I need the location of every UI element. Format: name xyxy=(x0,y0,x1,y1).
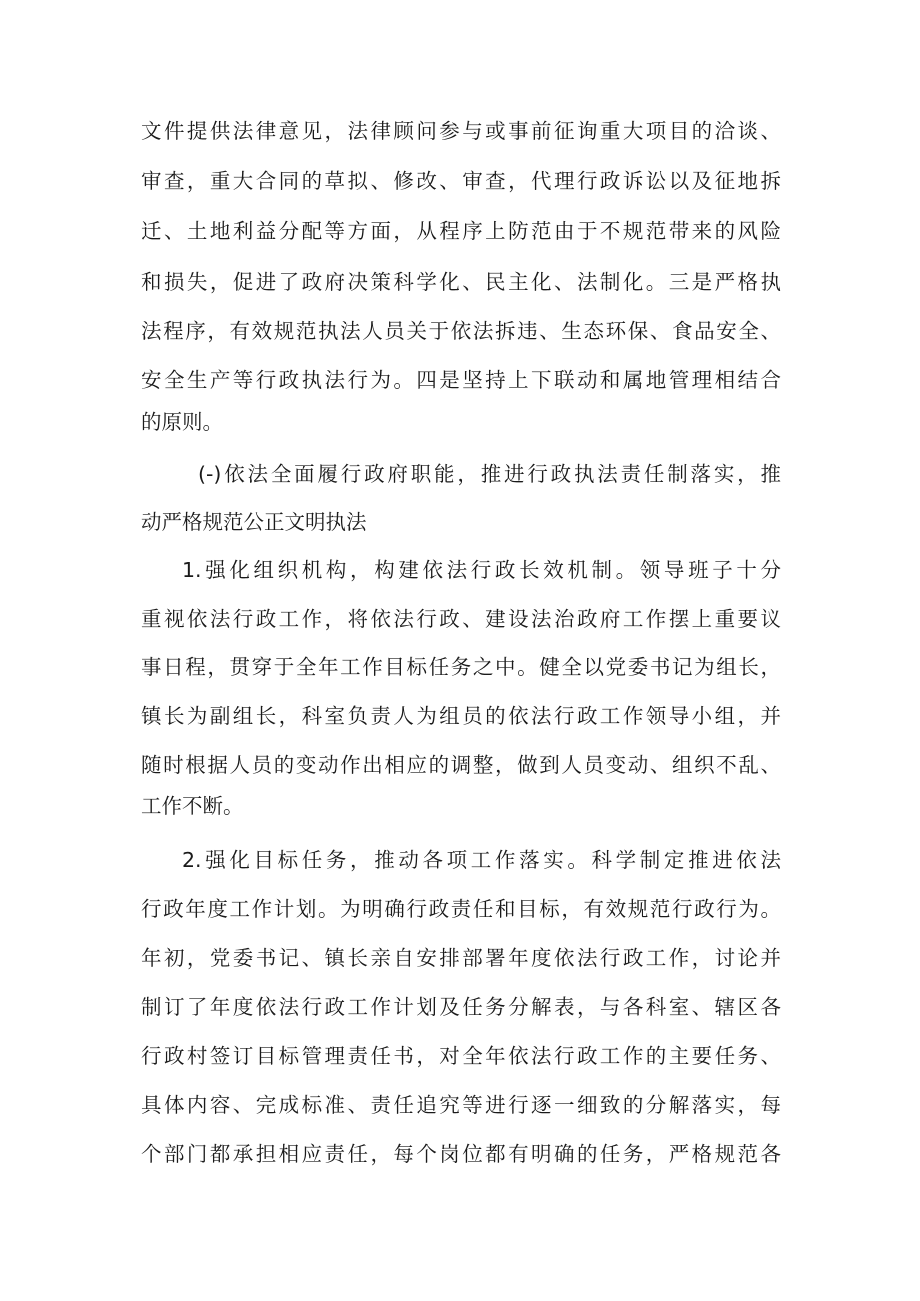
text-line: 随时根据人员的变动作出相应的调整，做到人员变动、组织不乱、 xyxy=(141,753,781,777)
text-line: 和损失，促进了政府决策科学化、民主化、法制化。三是严格执 xyxy=(141,270,781,294)
text-line: 制订了年度依法行政工作计划及任务分解表，与各科室、辖区各 xyxy=(141,995,781,1019)
text-line: 行政年度工作计划。为明确行政责任和目标，有效规范行政行为。 xyxy=(141,897,781,921)
text-line: 1.强化组织机构，构建依法行政长效机制。领导班子十分 xyxy=(182,558,781,582)
text-line: 文件提供法律意见，法律顾问参与或事前征询重大项目的洽谈、 xyxy=(141,119,781,143)
section-heading-line: 动严格规范公正文明执法 xyxy=(141,510,367,534)
text-line: 法程序，有效规范执法人员关于依法拆违、生态环保、食品安全、 xyxy=(141,319,781,343)
text-line: 工作不断。 xyxy=(141,794,244,818)
text-line: 具体内容、完成标准、责任追究等进行逐一细致的分解落实，每 xyxy=(141,1093,781,1117)
text-line: 的原则。 xyxy=(141,410,223,434)
text-line: 个部门都承担相应责任，每个岗位都有明确的任务，严格规范各 xyxy=(141,1142,781,1166)
section-heading-line: (-)依法全面履行政府职能，推进行政执法责任制落实，推 xyxy=(198,462,781,486)
text-line: 事日程，贯穿于全年工作目标任务之中。健全以党委书记为组长， xyxy=(141,655,781,679)
text-line: 迁、土地利益分配等方面，从程序上防范由于不规范带来的风险 xyxy=(141,219,781,243)
text-line: 行政村签订目标管理责任书，对全年依法行政工作的主要任务、 xyxy=(141,1044,781,1068)
text-line: 年初，党委书记、镇长亲自安排部署年度依法行政工作，讨论并 xyxy=(141,946,781,970)
text-line: 重视依法行政工作，将依法行政、建设法治政府工作摆上重要议 xyxy=(141,607,781,631)
text-line: 镇长为副组长，科室负责人为组员的依法行政工作领导小组，并 xyxy=(141,704,781,728)
text-line: 审查，重大合同的草拟、修改、审查，代理行政诉讼以及征地拆 xyxy=(141,169,781,193)
text-line: 安全生产等行政执法行为。四是坚持上下联动和属地管理相结合 xyxy=(141,368,781,392)
text-line: 2.强化目标任务，推动各项工作落实。科学制定推进依法 xyxy=(182,848,781,872)
